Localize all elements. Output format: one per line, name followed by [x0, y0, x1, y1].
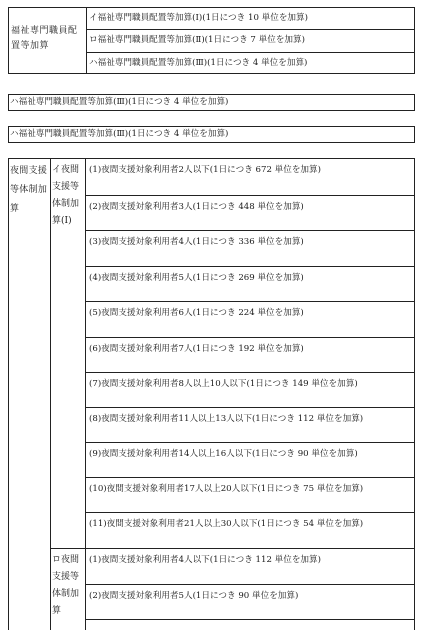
table2-sub1-row: (3)夜間支援対象利用者4人(1日につき 336 単位を加算) [85, 230, 415, 266]
table1-row-1: イ福祉専門職員配置等加算(Ⅰ)(1日につき 10 単位を加算) [86, 7, 415, 29]
table2-sub1-row: (10)夜間支援対象利用者17人以上20人以下(1日につき 75 単位を加算) [85, 477, 415, 512]
table2-sub1-row: (6)夜間支援対象利用者7人(1日につき 192 単位を加算) [85, 337, 415, 372]
table2-sub1-row: (1)夜間支援対象利用者2人以下(1日につき 672 単位を加算) [85, 158, 415, 195]
table2-sub1-label-cell [50, 158, 85, 548]
table1-row-3: ハ福祉専門職員配置等加算(Ⅲ)(1日につき 4 単位を加算) [86, 52, 415, 74]
table1-header: 福祉専門職員配置等加算 [11, 26, 78, 51]
table2-header-cell [8, 158, 50, 630]
addition-iii-box-2: ハ福祉専門職員配置等加算(Ⅲ)(1日につき 4 単位を加算) [8, 126, 415, 143]
table2-sub1-row: (9)夜間支援対象利用者14人以上16人以下(1日につき 90 単位を加算) [85, 442, 415, 477]
table2-sub2-row-partial [85, 620, 415, 630]
table2-sub1-row: (7)夜間支援対象利用者8人以上10人以下(1日につき 149 単位を加算) [85, 372, 415, 407]
table2-sub2-label-cell [50, 548, 85, 630]
table1-row-2: ロ福祉専門職員配置等加算(Ⅱ)(1日につき 7 単位を加算) [86, 29, 415, 52]
table2-sub1-row: (2)夜間支援対象利用者3人(1日につき 448 単位を加算) [85, 195, 415, 230]
table2-sub1-row: (8)夜間支援対象利用者11人以上13人以下(1日につき 112 単位を加算) [85, 407, 415, 442]
table2-sub2-label: ロ夜間支援等体制加算 [52, 555, 80, 616]
table2-sub2-row: (2)夜間支援対象利用者5人(1日につき 90 単位を加算) [85, 584, 415, 620]
table2-sub1-label: イ夜間支援等体制加算(Ⅰ) [52, 165, 80, 226]
addition-iii-box-1: ハ福祉専門職員配置等加算(Ⅲ)(1日につき 4 単位を加算) [8, 94, 415, 111]
table2-sub1-row: (4)夜間支援対象利用者5人(1日につき 269 単位を加算) [85, 266, 415, 301]
table1-header-cell [8, 7, 86, 74]
table2-header: 夜間支援等体制加算 [10, 166, 48, 214]
table2-sub1-row: (5)夜間支援対象利用者6人(1日につき 224 単位を加算) [85, 301, 415, 337]
table2-sub1-row: (11)夜間支援対象利用者21人以上30人以下(1日につき 54 単位を加算) [85, 512, 415, 548]
table2-sub2-row: (1)夜間支援対象利用者4人以下(1日につき 112 単位を加算) [85, 548, 415, 584]
